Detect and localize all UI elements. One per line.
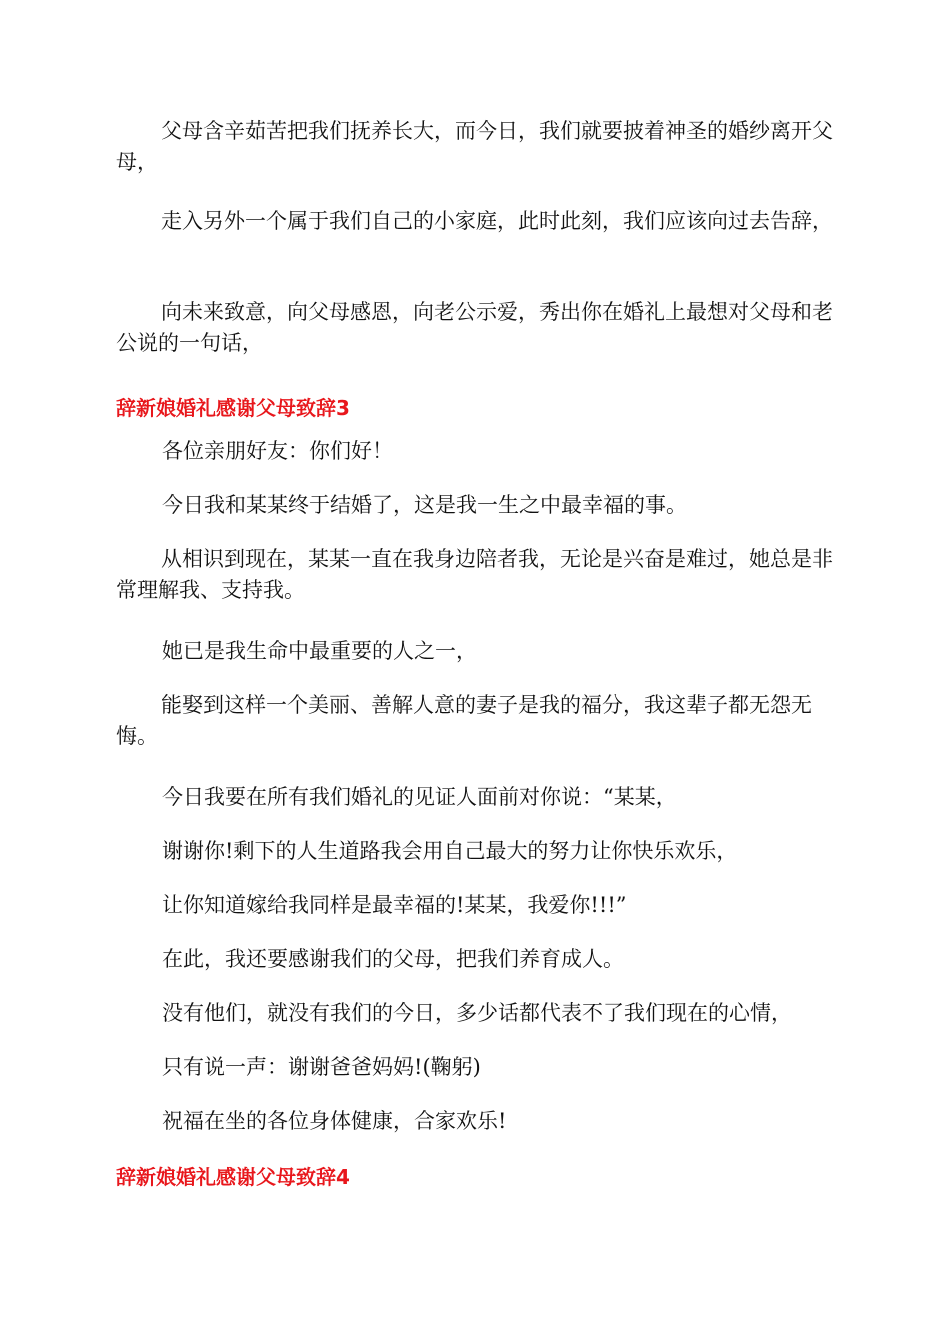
paragraph-bow: 只有说一声：谢谢爸爸妈妈!(鞠躬) [162, 1055, 481, 1079]
paragraph-thank-you: 谢谢你!剩下的人生道路我会用自己最大的努力让你快乐欢乐， [162, 839, 738, 863]
paragraph-intro-2: 走入另外一个属于我们自己的小家庭，此时此刻，我们应该向过去告辞， [161, 209, 833, 233]
paragraph-important-person: 她已是我生命中最重要的人之一， [162, 639, 477, 663]
paragraph-witness: 今日我要在所有我们婚礼的见证人面前对你说：“某某， [162, 785, 677, 809]
paragraph-since-met: 从相识到现在，某某一直在我身边陪者我，无论是兴奋是难过，她总是非常理解我、支持我。 [116, 547, 833, 602]
paragraph-blessing: 能娶到这样一个美丽、善解人意的妻子是我的福分，我这辈子都无怨无悔。 [116, 693, 812, 748]
paragraph-greeting: 各位亲朋好友：你们好！ [162, 439, 393, 463]
paragraph-wishes: 祝福在坐的各位身体健康，合家欢乐! [162, 1109, 507, 1133]
section-heading-3: 辞新娘婚礼感谢父母致辞3 [116, 396, 350, 420]
paragraph-intro-3: 向未来致意，向父母感恩，向老公示爱，秀出你在婚礼上最想对父母和老公说的一句话， [116, 300, 833, 355]
paragraph-intro-1: 父母含辛茹苦把我们抚养长大，而今日，我们就要披着神圣的婚纱离开父母， [116, 119, 833, 174]
paragraph-love-you: 让你知道嫁给我同样是最幸福的!某某，我爱你!!!” [162, 893, 627, 917]
paragraph-without-them: 没有他们，就没有我们的今日，多少话都代表不了我们现在的心情， [162, 1001, 792, 1025]
section-heading-4: 辞新娘婚礼感谢父母致辞4 [116, 1165, 350, 1189]
paragraph-thank-parents: 在此，我还要感谢我们的父母，把我们养育成人。 [162, 947, 624, 971]
paragraph-married: 今日我和某某终于结婚了，这是我一生之中最幸福的事。 [162, 493, 687, 517]
